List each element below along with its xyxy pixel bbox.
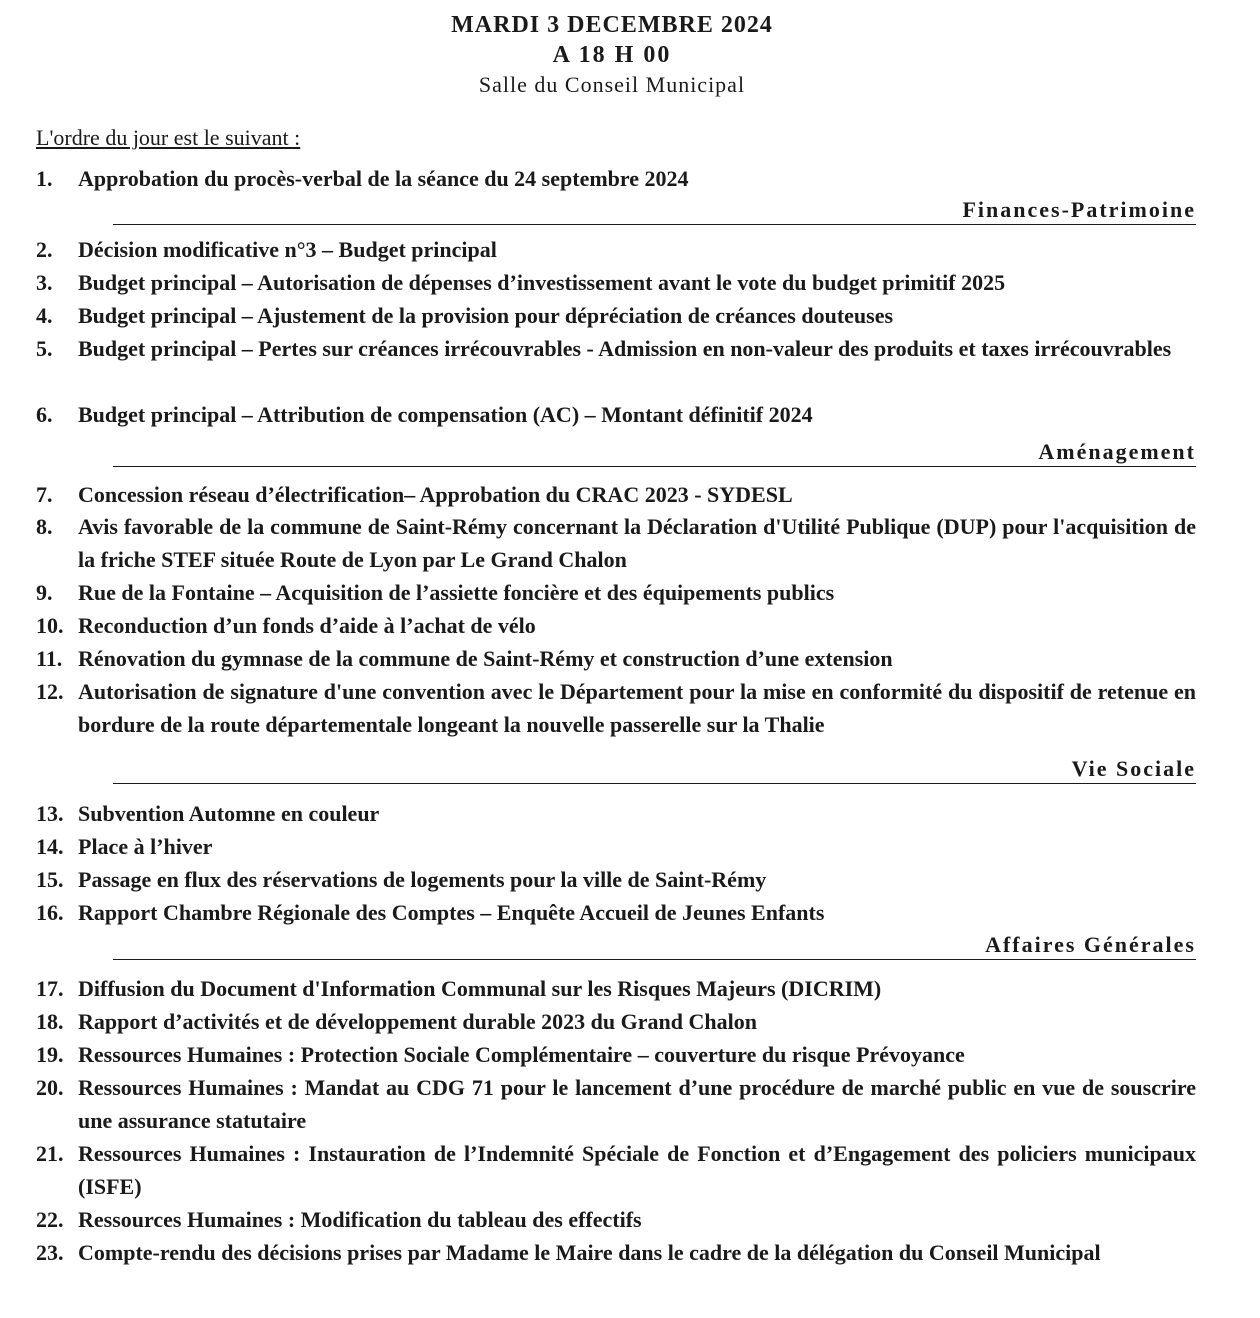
item-number: 5. [36,336,53,361]
item-text: Décision modificative n°3 – Budget principal [78,237,497,262]
agenda-item [36,609,1196,642]
item-number: 18. [36,1009,64,1034]
agenda-intro: L'ordre du jour est le suivant : [36,125,301,150]
item-text: Concession réseau d’électrification– Approbation du CRAC 2023 - SYDESL [78,482,793,507]
agenda-item [36,398,1196,431]
item-number: 2. [36,237,53,262]
item-text: Budget principal – Pertes sur créances irrécouvrables - Admission en non-valeur des produits et taxes irrécouvrables [78,336,1172,361]
agenda-item [36,233,1196,266]
agenda-item [36,332,1196,365]
item-number: 7. [36,482,53,507]
item-text: Budget principal – Ajustement de la provision pour dépréciation de créances douteuses [78,303,894,328]
agenda-item [36,510,1196,576]
item-number: 19. [36,1042,64,1067]
item-text: Ressources Humaines : Modification du tableau des effectifs [78,1207,642,1232]
section-heading-finances: Finances-Patrimoine [113,198,1196,225]
item-number: 6. [36,402,53,427]
item-number: 20. [36,1075,64,1100]
item-text: Budget principal – Attribution de compensation (AC) – Montant définitif 2024 [78,402,813,427]
agenda-item [36,675,1196,741]
item-text: Compte-rendu des décisions prises par Madame le Maire dans le cadre de la délégation du Conseil Municipal [78,1240,1101,1265]
agenda-item [36,299,1196,332]
agenda-item [36,830,1196,863]
agenda-item [36,162,1196,195]
agenda-item [36,1005,1196,1038]
item-text: Rapport d’activités et de développement durable 2023 du Grand Chalon [78,1009,757,1034]
meeting-date: MARDI 3 DECEMBRE 2024 [451,12,773,38]
agenda-item [36,576,1196,609]
item-text: Budget principal – Autorisation de dépenses d’investissement avant le vote du budget primitif 2025 [78,270,1006,295]
agenda-item [36,642,1196,675]
item-number: 17. [36,976,64,1001]
agenda-item [36,1038,1196,1071]
item-text: Rapport Chambre Régionale des Comptes – Enquête Accueil de Jeunes Enfants [78,900,825,925]
meeting-header [0,10,1224,100]
agenda-item [36,1137,1196,1203]
item-number: 3. [36,270,53,295]
item-number: 13. [36,801,64,826]
item-number: 1. [36,166,53,191]
item-text: Ressources Humaines : Protection Sociale Complémentaire – couverture du risque Prévoyance [78,1042,965,1067]
item-text: Approbation du procès-verbal de la séance du 24 septembre 2024 [78,166,689,191]
item-text: Diffusion du Document d'Information Communal sur les Risques Majeurs (DICRIM) [78,976,882,1001]
item-number: 21. [36,1141,64,1166]
item-number: 10. [36,613,64,638]
item-number: 11. [36,646,63,671]
agenda-item [36,972,1196,1005]
item-text: Passage en flux des réservations de logements pour la ville de Saint-Rémy [78,867,767,892]
agenda-item [36,896,1196,929]
item-text: Place à l’hiver [78,834,213,859]
item-text: Autorisation de signature d'une convention avec le Département pour la mise en conformité du dispositif de retenue en bordure de la route départementale longeant la nouvelle passerelle sur la Thalie [78,679,1196,737]
item-text: Rénovation du gymnase de la commune de Saint-Rémy et construction d’une extension [78,646,893,671]
item-number: 8. [36,514,53,539]
item-number: 16. [36,900,64,925]
section-heading-amenagement: Aménagement [113,440,1196,467]
item-text: Ressources Humaines : Mandat au CDG 71 pour le lancement d’une procédure de marché public en vue de souscrire une assurance statutaire [78,1075,1196,1133]
item-text: Avis favorable de la commune de Saint-Rémy concernant la Déclaration d'Utilité Publique (DUP) pour l'acquisition de la friche STEF située Route de Lyon par Le Grand Chalon [78,514,1196,572]
section-heading-vie-sociale: Vie Sociale [113,757,1196,784]
meeting-time: A 18 H 00 [552,42,672,68]
agenda-item [36,1203,1196,1236]
meeting-room: Salle du Conseil Municipal [478,72,746,97]
agenda-item [36,797,1196,830]
agenda-item [36,478,1196,511]
agenda-item [36,1236,1196,1269]
item-text: Ressources Humaines : Instauration de l’Indemnité Spéciale de Fonction et d’Engagement des policiers municipaux (ISFE) [78,1141,1196,1199]
item-text: Subvention Automne en couleur [78,801,380,826]
section-heading-affaires-generales: Affaires Générales [113,933,1196,960]
agenda-item [36,266,1196,299]
agenda-item [36,1071,1196,1137]
item-text: Reconduction d’un fonds d’aide à l’achat de vélo [78,613,536,638]
item-number: 12. [36,679,64,704]
item-number: 4. [36,303,53,328]
item-text: Rue de la Fontaine – Acquisition de l’assiette foncière et des équipements publics [78,580,835,605]
agenda-item [36,863,1196,896]
item-number: 14. [36,834,64,859]
item-number: 15. [36,867,64,892]
item-number: 22. [36,1207,64,1232]
item-number: 23. [36,1240,64,1265]
item-number: 9. [36,580,53,605]
